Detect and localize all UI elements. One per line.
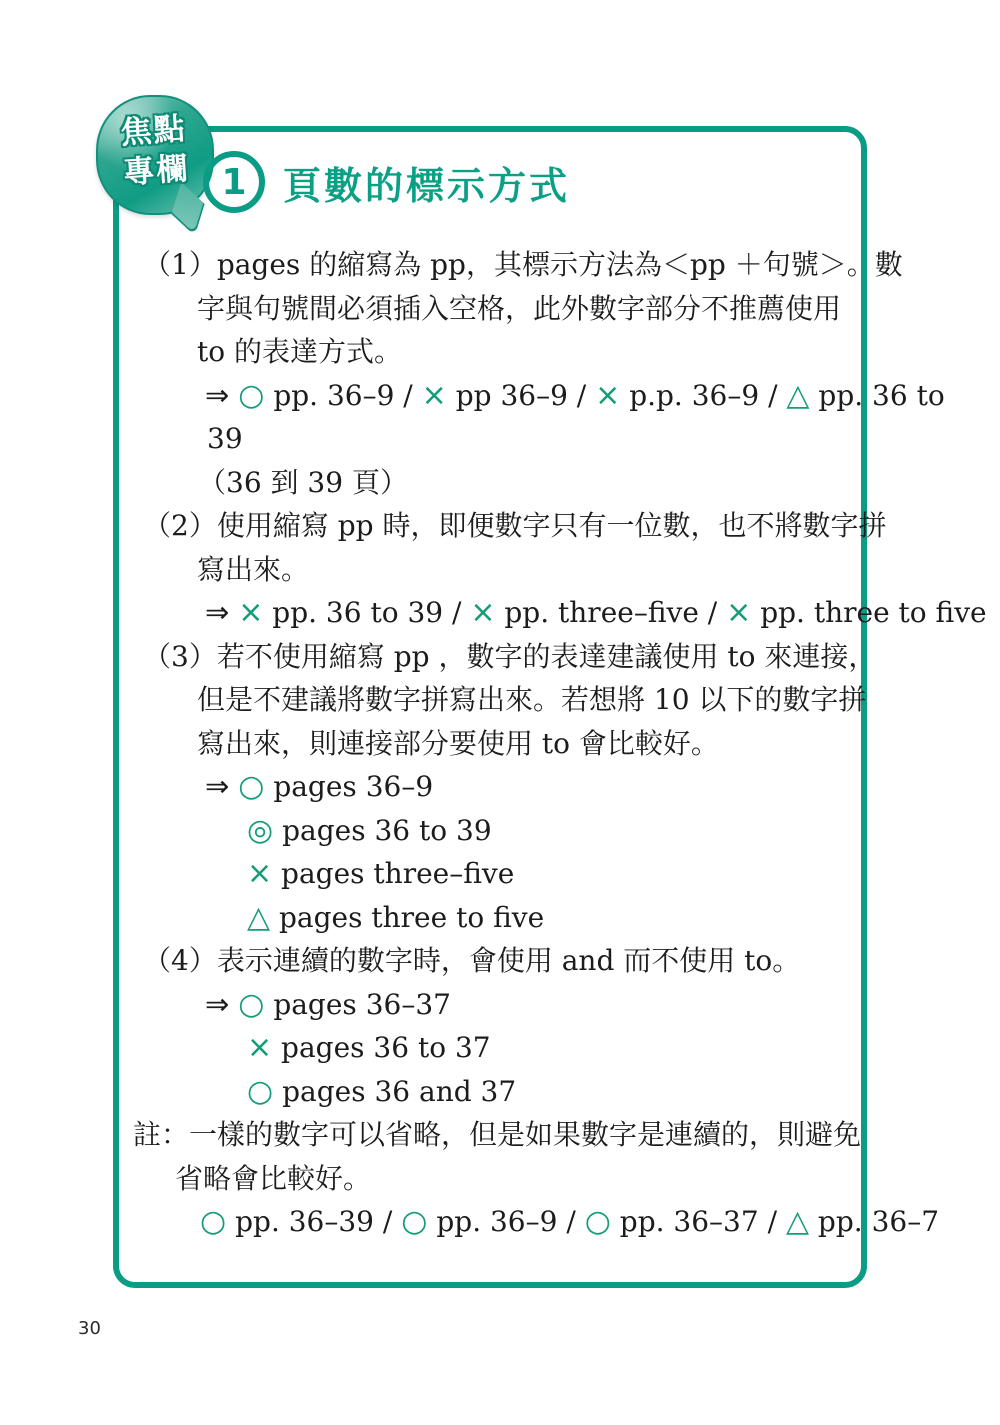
text-line <box>205 374 1000 418</box>
text-segment: pages 36 to 39 <box>282 813 492 847</box>
text-line <box>205 765 1000 809</box>
text-line <box>247 896 1000 940</box>
text-segment: 39 <box>207 422 243 455</box>
rating-symbol-icon: △ <box>247 899 271 935</box>
text-segment: pp. 36–37 / <box>619 1205 778 1238</box>
text-line <box>143 504 1000 548</box>
rating-symbol-icon: ◎ <box>247 812 274 848</box>
text-line <box>143 939 1000 983</box>
text-segment: pages 36 and 37 <box>282 1074 517 1108</box>
text-segment: pp. 36–9 / <box>273 378 413 412</box>
text-line <box>197 722 1000 766</box>
text-segment: 註：一樣的數字可以省略，但是如果數字是連續的，則避免 <box>133 1118 862 1151</box>
text-segment: 省略會比較好。 <box>175 1161 372 1195</box>
text-segment: pp. three–five / <box>504 596 718 629</box>
text-segment: （3）若不使用縮寫 pp ，數字的表達建議使用 to 來連接， <box>143 639 877 673</box>
text-segment: pages 36 to 37 <box>281 1031 491 1064</box>
text-line <box>143 635 1000 679</box>
section-number-circle <box>203 151 265 213</box>
focus-column-badge <box>96 95 214 215</box>
text-line <box>247 1070 1000 1114</box>
text-segment: pp. three to five <box>760 596 987 629</box>
rating-symbol-icon: × <box>238 595 264 630</box>
double-arrow-icon: ⇒ <box>205 769 230 803</box>
rating-symbol-icon: × <box>421 377 447 413</box>
badge-line-2: 專欄 <box>122 150 191 192</box>
text-segment: pages three–five <box>281 857 515 890</box>
text-line <box>207 417 1000 461</box>
text-line <box>247 809 1000 853</box>
text-line <box>198 461 1000 505</box>
text-segment: pages 36–9 <box>273 770 434 803</box>
text-segment: pp 36–9 / <box>455 378 587 412</box>
text-segment: p.p. 36–9 / <box>629 378 778 412</box>
text-line <box>197 548 1000 592</box>
rating-symbol-icon: △ <box>785 1204 810 1239</box>
text-line <box>197 678 1000 722</box>
text-segment: 字與句號間必須插入空格，此外數字部分不推薦使用 <box>197 291 842 325</box>
text-segment: pp. 36–7 <box>817 1205 940 1238</box>
badge-line-1: 焦點 <box>119 110 188 152</box>
rating-symbol-icon: △ <box>786 377 810 413</box>
text-line <box>205 591 1000 635</box>
text-segment: 寫出來，則連接部分要使用 to 會比較好。 <box>197 726 719 760</box>
text-segment: pp. 36 to <box>818 378 945 412</box>
text-line <box>197 330 1000 374</box>
text-line <box>247 852 1000 896</box>
text-segment: to 的表達方式。 <box>197 335 403 368</box>
rating-symbol-icon: ○ <box>247 1073 274 1109</box>
rating-symbol-icon: × <box>247 856 273 891</box>
rating-symbol-icon: ○ <box>200 1204 227 1239</box>
rating-symbol-icon: ○ <box>238 377 265 413</box>
rating-symbol-icon: ○ <box>238 769 265 804</box>
text-segment: pp. 36–39 / <box>235 1205 393 1238</box>
content-lines <box>0 243 1000 1244</box>
focus-column-badge-text <box>95 107 214 195</box>
rating-symbol-icon: × <box>726 595 752 630</box>
double-arrow-icon: ⇒ <box>205 377 230 412</box>
double-arrow-icon: ⇒ <box>205 595 230 629</box>
rating-symbol-icon: × <box>595 377 621 413</box>
text-segment: pages three to five <box>278 900 545 934</box>
section-heading <box>203 151 570 213</box>
section-number: 1 <box>221 161 247 203</box>
text-line <box>205 983 1000 1027</box>
text-segment: （4）表示連續的數字時，會使用 and 而不使用 to。 <box>143 944 801 977</box>
text-segment: （1）pages 的縮寫為 pp，其標示方法為＜pp ＋句號＞。數 <box>143 248 903 281</box>
text-line <box>197 287 1000 331</box>
rating-symbol-icon: ○ <box>238 986 265 1022</box>
page-number: 30 <box>78 1318 101 1339</box>
text-segment: （2）使用縮寫 pp 時，即便數字只有一位數，也不將數字拼 <box>143 509 887 542</box>
text-segment: pp. 36 to 39 / <box>272 596 462 629</box>
section-title: 頁數的標示方式 <box>283 163 571 208</box>
rating-symbol-icon: × <box>247 1030 273 1065</box>
rating-symbol-icon: × <box>470 595 496 630</box>
text-line <box>247 1026 1000 1070</box>
text-line <box>175 1157 1000 1201</box>
double-arrow-icon: ⇒ <box>205 986 230 1021</box>
text-line <box>143 243 1000 287</box>
text-segment: 寫出來。 <box>197 552 310 586</box>
text-segment: pages 36–37 <box>273 987 451 1021</box>
text-segment: （36 到 39 頁） <box>198 465 408 499</box>
text-segment: pp. 36–9 / <box>436 1205 576 1238</box>
text-segment: 但是不建議將數字拼寫出來。若想將 10 以下的數字拼 <box>197 683 867 716</box>
text-line <box>133 1113 1000 1157</box>
text-line <box>200 1200 1000 1244</box>
rating-symbol-icon: ○ <box>401 1204 428 1239</box>
rating-symbol-icon: ○ <box>584 1204 611 1239</box>
